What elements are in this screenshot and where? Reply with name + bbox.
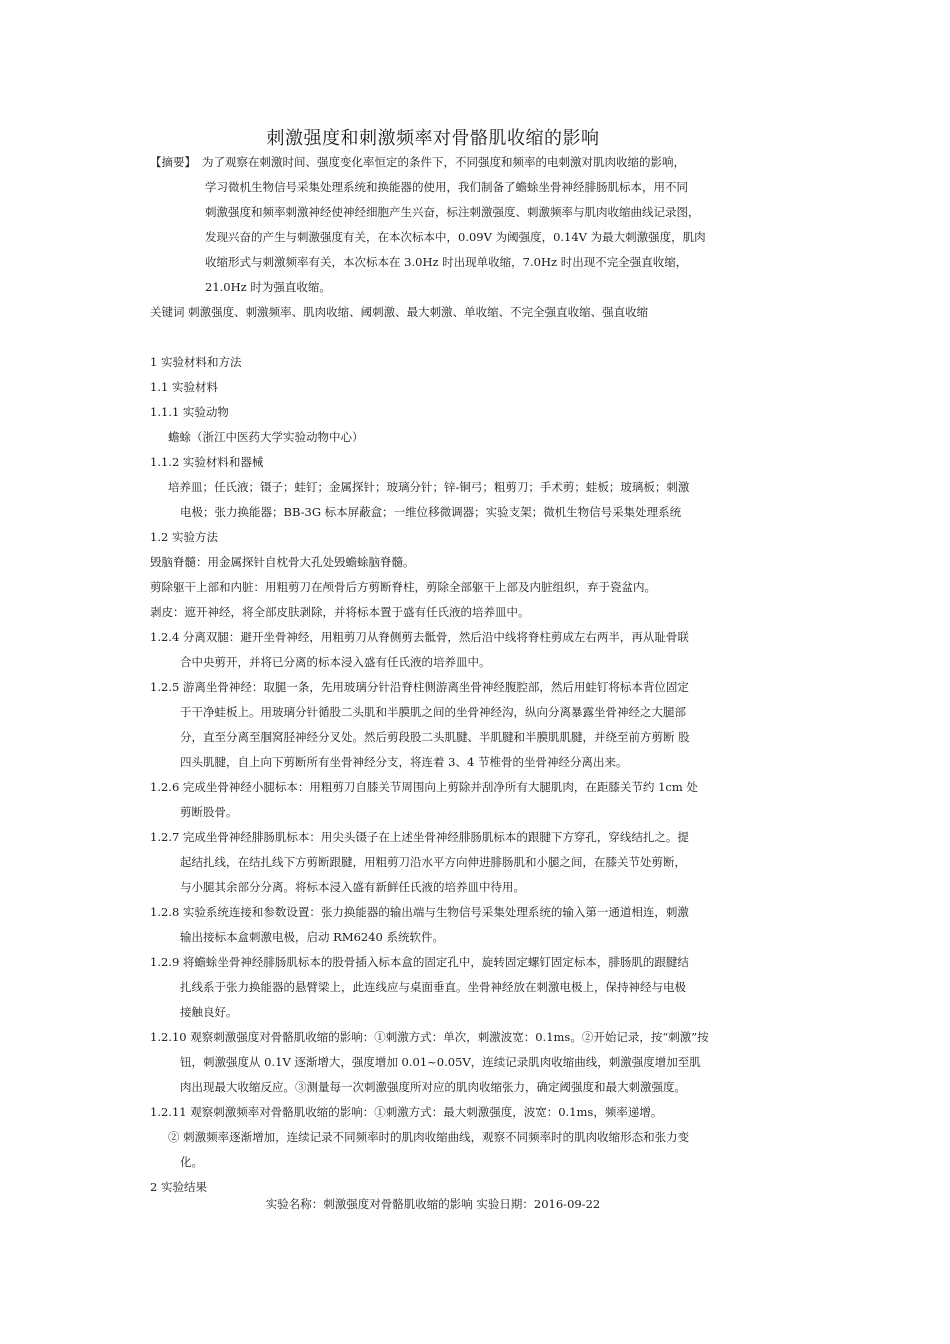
- paragraph-line: 1.2.8 实验系统连接和参数设置：张力换能器的输出端与生物信号采集处理系统的输入第一通道相连，刺激: [150, 905, 689, 919]
- abstract-label: 【摘要】: [150, 155, 196, 169]
- paragraph-line: 起结扎线，在结扎线下方剪断跟腱，用粗剪刀沿水平方向伸进腓肠肌和小腿之间，在膝关节处剪断，: [180, 855, 686, 869]
- paragraph-line: 1.2.5 游离坐骨神经：取腿一条，先用玻璃分针沿脊柱侧游离坐骨神经腹腔部，然后用蛙钉将标本背位固定: [150, 680, 689, 694]
- paragraph-line: 1.2.10 观察刺激强度对骨骼肌收缩的影响：①刺激方式：单次，刺激波宽：0.1ms。②开始记录，按“刺激”按: [150, 1030, 709, 1044]
- paragraph-line: 1.2.6 完成坐骨神经小腿标本：用粗剪刀自膝关节周围向上剪除并刮净所有大腿肌肉，在距膝关节约 1cm 处: [150, 780, 698, 794]
- paragraph-line: ② 刺激频率逐渐增加，连续记录不同频率时的肌肉收缩曲线，观察不同频率时的肌肉收缩形态和张力变: [168, 1130, 690, 1144]
- paragraph-line: 1.2.9 将蟾蜍坐骨神经腓肠肌标本的股骨插入标本盒的固定孔中，旋转固定螺钉固定标本，腓肠肌的跟腱结: [150, 955, 689, 969]
- page-footer: 实验名称：刺激强度对骨骼肌收缩的影响 实验日期：2016-09-22: [265, 1197, 601, 1211]
- paragraph-line: 与小腿其余部分分离。将标本浸入盛有新鲜任氏液的培养皿中待用。: [180, 880, 525, 894]
- paragraph-line: 电极；张力换能器；BB-3G 标本屏蔽盒；一维位移微调器；实验支架；微机生物信号采集处理系统: [180, 505, 682, 519]
- paragraph-line: 蟾蜍（浙江中医药大学实验动物中心）: [168, 430, 364, 444]
- section-heading: 1 实验材料和方法: [150, 355, 242, 369]
- paragraph-line: 剪除躯干上部和内脏：用粗剪刀在颅骨后方剪断脊柱，剪除全部躯干上部及内脏组织，弃于瓷盆内。: [150, 580, 656, 594]
- paragraph-line: 毁脑脊髓：用金属探针自枕骨大孔处毁蟾蜍脑脊髓。: [150, 555, 415, 569]
- abstract-line: 发现兴奋的产生与刺激强度有关，在本次标本中，0.09V 为阈强度，0.14V 为最大刺激强度，肌肉: [205, 230, 706, 244]
- abstract-line: 刺激强度和频率刺激神经使神经细胞产生兴奋，标注刺激强度、刺激频率与肌肉收缩曲线记录图，: [205, 205, 700, 219]
- section-heading: 1.1.2 实验材料和器械: [150, 455, 264, 469]
- paragraph-line: 1.2.7 完成坐骨神经腓肠肌标本：用尖头镊子在上述坐骨神经腓肠肌标本的跟腱下方穿孔，穿线结扎之。提: [150, 830, 689, 844]
- paragraph-line: 1.2.4 分离双腿：避开坐骨神经，用粗剪刀从脊侧剪去骶骨，然后沿中线将脊柱剪成左右两半，再从耻骨联: [150, 630, 689, 644]
- paragraph-line: 于干净蛙板上。用玻璃分针循股二头肌和半膜肌之间的坐骨神经沟，纵向分离暴露坐骨神经之大腿部: [180, 705, 686, 719]
- section-heading: 1.1.1 实验动物: [150, 405, 229, 419]
- paragraph-line: 剥皮：遮开神经，将全部皮肤剥除，并将标本置于盛有任氏液的培养皿中。: [150, 605, 530, 619]
- abstract-body: [202, 150, 706, 300]
- abstract-line: 收缩形式与刺激频率有关，本次标本在 3.0Hz 时出现单收缩，7.0Hz 时出现不完全强直收缩，: [205, 255, 688, 269]
- paragraph-line: 合中央剪开，并将已分离的标本浸入盛有任氏液的培养皿中。: [180, 655, 491, 669]
- paragraph-line: 化。: [180, 1155, 203, 1169]
- paragraph-line: 肉出现最大收缩反应。③测量每一次刺激强度所对应的肌肉收缩张力，确定阈强度和最大刺激强度。: [180, 1080, 686, 1094]
- abstract-line: 学习微机生物信号采集处理系统和换能器的使用，我们制备了蟾蜍坐骨神经腓肠肌标本，用不同: [205, 180, 688, 194]
- paragraph-line: 培养皿；任氏液；镊子；蛙钉；金属探针；玻璃分针；锌-铜弓；粗剪刀；手术剪；蛙板；玻璃板；刺激: [168, 480, 690, 494]
- section-heading: 1.2 实验方法: [150, 530, 218, 544]
- document-title: 刺激强度和刺激频率对骨骼肌收缩的影响: [266, 128, 600, 149]
- paragraph-line: 1.2.11 观察刺激频率对骨骼肌收缩的影响：①刺激方式：最大刺激强度，波宽：0.1ms，频率递增。: [150, 1105, 663, 1119]
- section-heading: 1.1 实验材料: [150, 380, 218, 394]
- paragraph-line: 剪断股骨。: [180, 805, 238, 819]
- abstract-line: 21.0Hz 时为强直收缩。: [205, 280, 331, 294]
- paragraph-line: 四头肌腱，自上向下剪断所有坐骨神经分支，将连着 3、4 节椎骨的坐骨神经分离出来。: [180, 755, 628, 769]
- keywords-line: 关键词 刺激强度、刺激频率、肌肉收缩、阈刺激、最大刺激、单收缩、不完全强直收缩、强直收缩: [150, 305, 649, 319]
- paragraph-line: 扎线系于张力换能器的悬臂梁上，此连线应与桌面垂直。坐骨神经放在刺激电极上，保持神经与电极: [180, 980, 686, 994]
- paragraph-line: 钮，刺激强度从 0.1V 逐渐增大，强度增加 0.01~0.05V，连续记录肌肉收缩曲线，刺激强度增加至肌: [180, 1055, 701, 1069]
- paragraph-line: 接触良好。: [180, 1005, 238, 1019]
- paragraph-line: 输出接标本盒刺激电极，启动 RM6240 系统软件。: [180, 930, 445, 944]
- paragraph-line: 分，直至分离至腘窝胫神经分叉处。然后剪段股二头肌腱、半肌腱和半膜肌肌腱，并绕至前方剪断 股: [180, 730, 690, 744]
- abstract-line: 为了观察在刺激时间、强度变化率恒定的条件下，不同强度和频率的电刺激对肌肉收缩的影响，: [202, 155, 685, 169]
- section-heading: 2 实验结果: [150, 1180, 207, 1194]
